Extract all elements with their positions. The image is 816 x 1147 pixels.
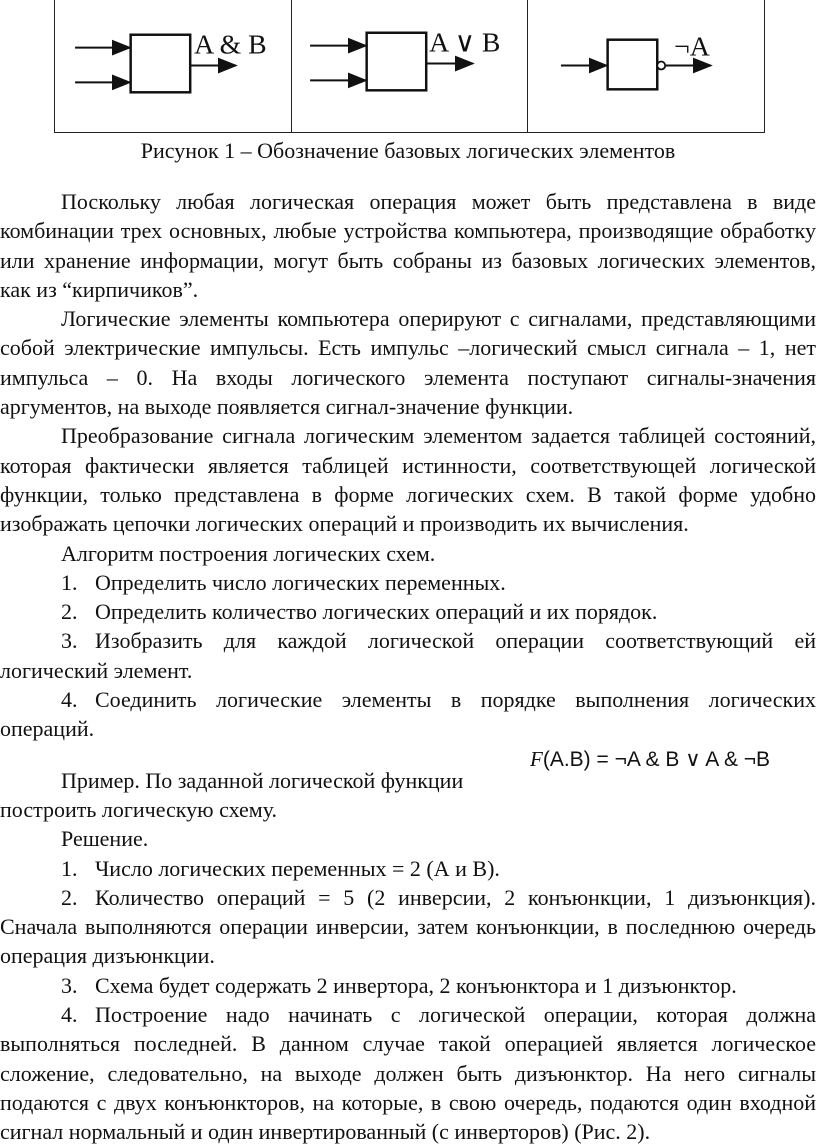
solution-step: 4. Построение надо начинать с логической операции, которая должна выполняться последней. В данном случае такой операцией является логическое сложение, следовательно, на выходе должен быть дизъюнктор. На него сигналы подаются с двух конъюнкторов, на которые, в свою очередь, подаются один входной сигнал нормальный и один инвертированный (с инверторов) (Рис. 2). xyxy=(0,1002,816,1145)
algorithm-step: 2. Определить количество логических операций и их порядок. xyxy=(61,599,658,625)
not-gate-diagram xyxy=(528,0,764,132)
figure-table xyxy=(54,0,765,133)
example-formula: F(A.B) = ¬A & B ∨ A & ¬B xyxy=(530,747,771,771)
example-line: Пример. По заданной логической функции xyxy=(61,767,464,793)
solution-heading: Решение. xyxy=(61,826,149,852)
paragraph: Логические элементы компьютера оперируют с сигналами, представляющими собой электрические импульсы. Есть импульс –логический смысл сигнала – 1, нет импульса – 0. На входы логического элемента поступают сигналы-значения аргументов, на выходе появляется сигнал-значение функции. xyxy=(0,306,816,420)
or-gate-cell xyxy=(292,0,529,132)
solution-step: 1. Число логических переменных = 2 (А и В). xyxy=(61,855,500,881)
algorithm-step: 3. Изобразить для каждой логической операции соответствующий ей логический элемент. xyxy=(0,628,816,683)
example-line-2: построить логическую схему. xyxy=(0,796,278,822)
paragraph: Поскольку любая логическая операция может быть представлена в виде комбинации трех основных, любые устройства компьютера, производящие обработку или хранение информации, могут быть собраны из базовых логических элементов, как из “кирпичиков”. xyxy=(0,189,816,302)
paragraph: Преобразование сигнала логическим элементом задается таблицей состояний, которая фактически является таблицей истинности, соответствующей логической функции, только представлена в форме логических схем. В такой форме удобно изображать цепочки логических операций и производить их вычисления. xyxy=(0,423,816,537)
body-text xyxy=(0,187,816,1147)
solution-step: 2. Количество операций = 5 (2 инверсии, 2 конъюнкции, 1 дизъюнкция). Сначала выполняются операции инверсии, затем конъюнкции, в последнюю очередь операция дизъюнкции. xyxy=(0,884,816,969)
and-gate-cell xyxy=(55,0,292,132)
not-gate-cell xyxy=(528,0,764,132)
and-gate-label: A & B xyxy=(194,29,267,61)
figure-caption: Рисунок 1 – Обозначение базовых логических элементов xyxy=(140,138,676,163)
algorithm-step: 4. Соединить логические элементы в порядке выполнения логических операций. xyxy=(0,687,816,742)
and-gate-diagram xyxy=(55,0,291,132)
or-gate-diagram xyxy=(292,0,528,132)
algorithm-heading: Алгоритм построения логических схем. xyxy=(61,540,436,566)
or-gate-label: A ∨ B xyxy=(428,27,501,59)
solution-step: 3. Схема будет содержать 2 инвертора, 2 конъюнктора и 1 дизъюнктор. xyxy=(61,972,737,998)
algorithm-step: 1. Определить число логических переменных. xyxy=(61,569,506,595)
not-gate-label: ¬A xyxy=(674,31,711,63)
